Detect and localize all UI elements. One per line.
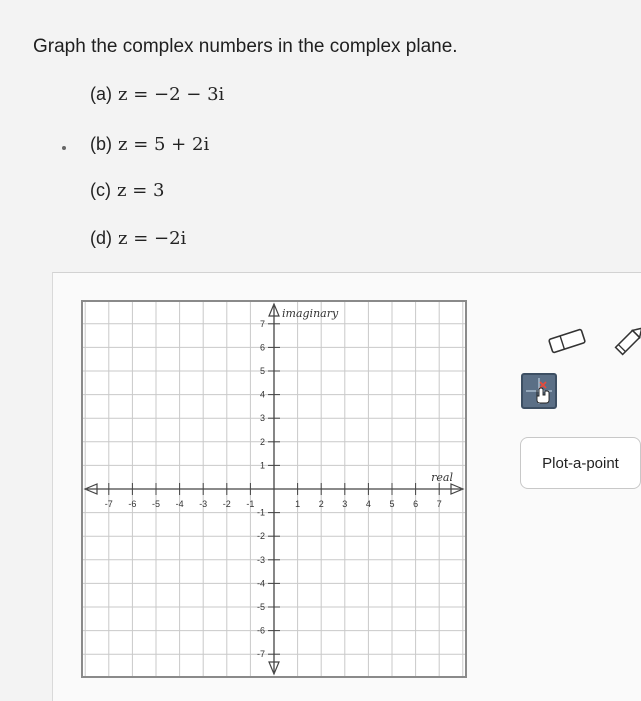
x-tick-label: -7 bbox=[104, 499, 113, 509]
plot-a-point-button[interactable] bbox=[521, 373, 557, 409]
y-tick-label: 4 bbox=[259, 389, 265, 400]
part-c-expression: z = 3 bbox=[117, 180, 165, 201]
x-tick-label: 3 bbox=[342, 499, 348, 509]
part-b-label: (b) bbox=[90, 134, 112, 154]
part-b-expression: z = 5 + 2i bbox=[118, 134, 210, 155]
plot-point-icon bbox=[524, 376, 554, 406]
y-tick-label: 7 bbox=[259, 318, 265, 329]
part-c-label: (c) bbox=[90, 180, 111, 200]
part-a-expression: z = −2 − 3i bbox=[118, 84, 225, 105]
imaginary-axis-label: imaginary bbox=[282, 307, 339, 320]
part-d-expression: z = −2i bbox=[118, 228, 187, 249]
part-d bbox=[90, 228, 186, 249]
eraser-button[interactable] bbox=[541, 323, 593, 359]
y-tick-label: 2 bbox=[259, 436, 265, 447]
question-text: Graph the complex numbers in the complex plane. bbox=[33, 36, 458, 57]
y-tick-label: 3 bbox=[259, 413, 265, 424]
x-tick-label: 2 bbox=[318, 499, 324, 509]
y-tick-label: -1 bbox=[256, 507, 265, 518]
y-tick-label: -5 bbox=[256, 602, 265, 612]
pencil-icon bbox=[609, 322, 641, 360]
x-tick-label: -2 bbox=[222, 499, 231, 509]
part-a bbox=[90, 84, 224, 105]
part-b bbox=[90, 134, 209, 155]
bullet-dot bbox=[62, 146, 66, 150]
complex-plane-svg[interactable] bbox=[83, 302, 465, 676]
eraser-icon bbox=[544, 326, 590, 356]
tooltip-plot-a-point: Plot-a-point bbox=[520, 437, 641, 489]
real-axis-label: real bbox=[431, 471, 453, 484]
part-c bbox=[90, 180, 164, 201]
y-tick-label: 5 bbox=[259, 366, 265, 376]
x-tick-label: -1 bbox=[246, 499, 255, 509]
graph-work-area bbox=[52, 272, 641, 701]
y-tick-label: -7 bbox=[256, 649, 265, 660]
x-tick-label: -6 bbox=[128, 499, 137, 509]
y-tick-label: 6 bbox=[259, 342, 265, 353]
part-d-label: (d) bbox=[90, 228, 112, 248]
x-tick-label: -5 bbox=[151, 499, 161, 509]
complex-plane-graph[interactable] bbox=[81, 300, 467, 678]
pencil-button[interactable] bbox=[607, 321, 641, 361]
x-tick-label: 6 bbox=[413, 499, 419, 509]
y-tick-label: -3 bbox=[256, 554, 265, 565]
x-tick-label: -4 bbox=[175, 499, 184, 509]
y-tick-label: -6 bbox=[256, 625, 265, 636]
x-tick-label: 5 bbox=[389, 499, 395, 509]
part-a-label: (a) bbox=[90, 84, 112, 104]
x-tick-label: -3 bbox=[199, 499, 208, 509]
y-tick-label: -2 bbox=[256, 531, 265, 542]
x-tick-label: 4 bbox=[365, 499, 371, 509]
x-tick-label: 1 bbox=[295, 499, 301, 509]
y-tick-label: -4 bbox=[256, 578, 265, 589]
x-tick-label: 7 bbox=[436, 499, 442, 509]
y-tick-label: 1 bbox=[259, 460, 265, 471]
